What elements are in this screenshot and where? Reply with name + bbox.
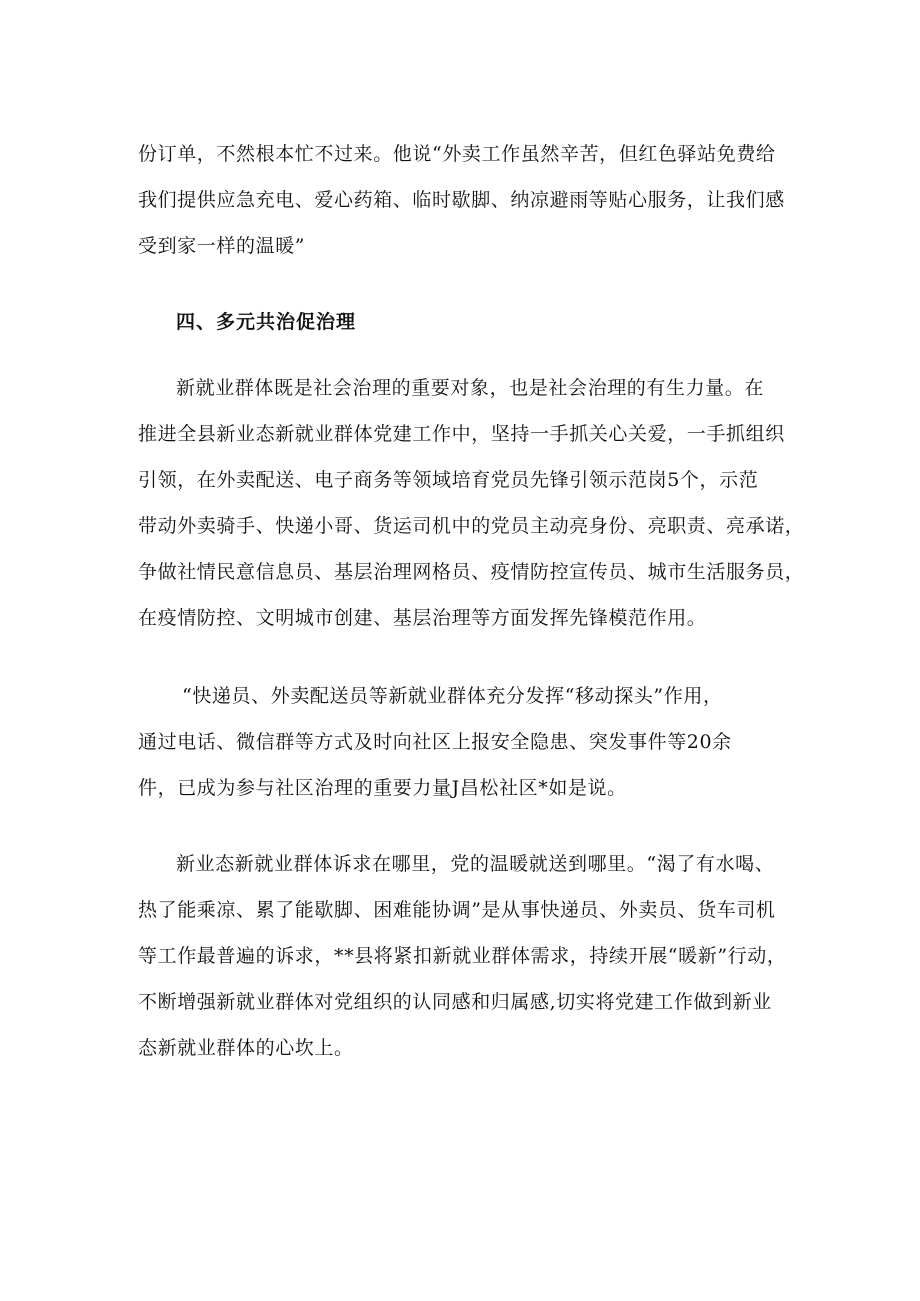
text-line: 等工作最普遍的诉求，**县将紧扣新就业群体需求，持续开展“暖新”行动， [138, 945, 787, 967]
text-line: 新业态新就业群体诉求在哪里，党的温暖就送到哪里。“渴了有水喝、 [176, 853, 775, 875]
text-line: 新就业群体既是社会治理的重要对象，也是社会治理的有生力量。在 [176, 377, 765, 399]
section-heading: 四、多元共治促治理 [176, 311, 357, 333]
text-line: 推进全县新业态新就业群体党建工作中，坚持一手抓关心关爱，一手抓组织 [138, 423, 785, 445]
text-line: 带动外卖骑手、快递小哥、货运司机中的党员主动亮身份、亮职责、亮承诺， [138, 515, 805, 537]
text-line: “快递员、外卖配送员等新就业群体充分发挥“移动探头”作用， [182, 685, 723, 707]
text-line: 争做社情民意信息员、基层治理网格员、疫情防控宣传员、城市生活服务员， [138, 561, 805, 583]
text-line: 态新就业群体的心坎上。 [138, 1037, 354, 1059]
text-line: 引领，在外卖配送、电子商务等领域培育党员先锋引领示范岗5个，示范 [138, 469, 759, 491]
text-line: 在疫情防控、文明城市创建、基层治理等方面发挥先锋模范作用。 [138, 607, 707, 629]
text-line: 份订单，不然根本忙不过来。他说“外卖工作虽然辛苦，但红色驿站免费给 [138, 143, 776, 165]
text-line: 我们提供应急充电、爱心药箱、临时歇脚、纳凉避雨等贴心服务，让我们感 [138, 189, 785, 211]
text-line: 热了能乘凉、累了能歇脚、困难能协调”是从事快递员、外卖员、货车司机 [138, 899, 776, 921]
text-line: 不断增强新就业群体对党组织的认同感和归属感,切实将党建工作做到新业 [138, 991, 772, 1013]
text-line: 件，已成为参与社区治理的重要力量J昌松社区*如是说。 [138, 777, 627, 799]
text-line: 通过电话、微信群等方式及时向社区上报安全隐患、突发事件等20余 [138, 731, 732, 753]
text-line: 受到家一样的温暖” [138, 235, 306, 257]
